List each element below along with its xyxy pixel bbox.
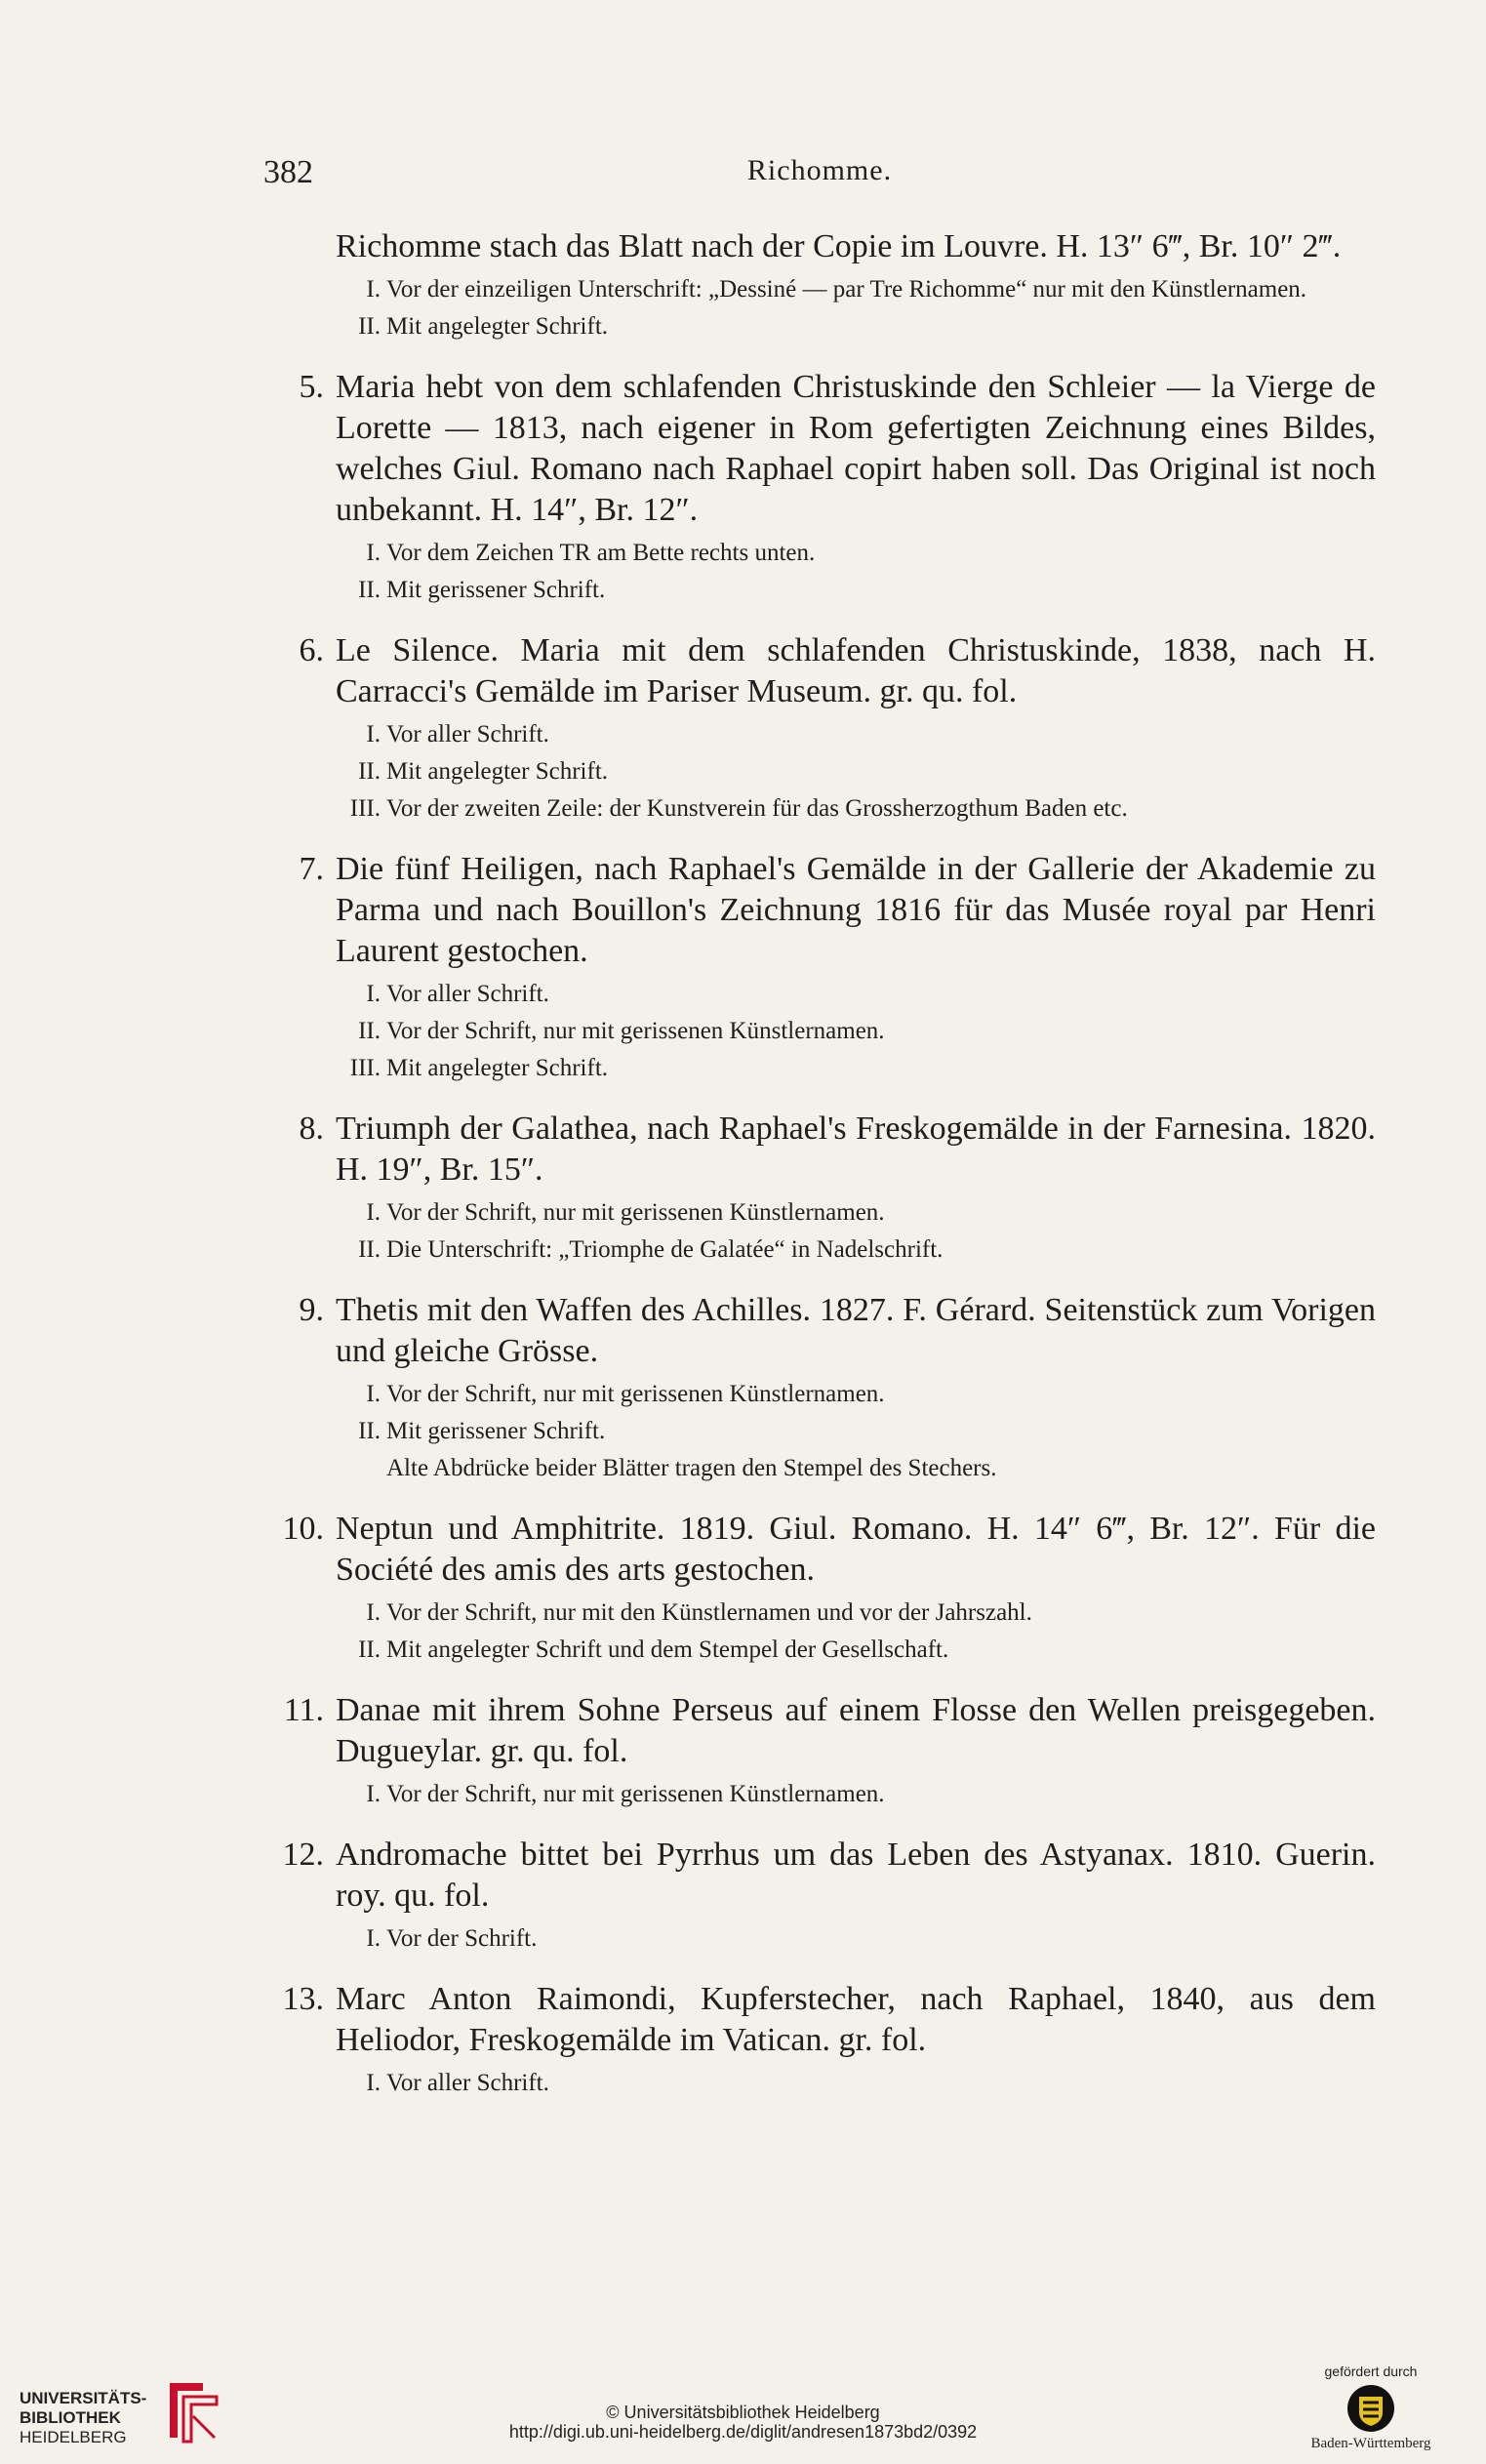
entry-number: 8.	[299, 1111, 324, 1147]
sponsor-block	[1298, 2363, 1444, 2452]
catalogue-entry	[256, 1835, 1376, 1958]
entry-note: Alte Abdrücke beider Blätter tragen den Stempel des Stechers.	[386, 1455, 997, 1481]
state-label: I.	[366, 721, 381, 747]
copyright-notice: © Universitätsbibliothek Heidelberg	[606, 2403, 880, 2422]
state-label: I.	[366, 2070, 381, 2096]
entry-text: Le Silence. Maria mit dem schlafenden Christuskinde, 1838, nach H. Carracci's Gemälde im Pariser Museum. gr. qu. fol.	[336, 632, 1376, 709]
state-line	[336, 1376, 1376, 1413]
entry-text: Die fünf Heiligen, nach Raphael's Gemälde in der Gallerie der Akademie zu Parma und nach Bouillon's Zeichnung 1816 für das Musée royal par Henri Laurent gestochen.	[336, 851, 1376, 969]
state-text: Vor der Schrift, nur mit gerissenen Künstlernamen.	[386, 1381, 885, 1407]
state-text: Vor der Schrift, nur mit gerissenen Künstlernamen.	[386, 1018, 885, 1044]
sponsor-name: Baden-Württemberg	[1310, 2436, 1431, 2451]
page-header	[263, 154, 1376, 197]
entry-states	[256, 1376, 1376, 1487]
state-line	[336, 716, 1376, 753]
state-text: Mit gerissener Schrift.	[386, 1418, 606, 1444]
state-line	[336, 1194, 1376, 1232]
state-line	[336, 1413, 1376, 1450]
state-line	[336, 1632, 1376, 1669]
library-name-line: HEIDELBERG	[20, 2428, 127, 2446]
entry-states	[256, 976, 1376, 1087]
entry-number: 5.	[299, 369, 324, 405]
state-text: Vor der Schrift, nur mit gerissenen Künstlernamen.	[386, 1781, 885, 1807]
state-line	[336, 1050, 1376, 1087]
state-line	[336, 572, 1376, 609]
state-label: III.	[349, 1055, 381, 1081]
state-text: Vor aller Schrift.	[386, 2070, 549, 2096]
footer-credits	[0, 2403, 1486, 2442]
catalogue-entry	[256, 1109, 1376, 1269]
state-label: I.	[366, 1599, 381, 1626]
state-label: I.	[366, 540, 381, 566]
state-label: II.	[358, 1636, 381, 1663]
entry-number: 11.	[283, 1692, 324, 1728]
entry-states	[256, 2065, 1376, 2102]
entry-number: 9.	[299, 1292, 324, 1328]
state-line	[336, 2065, 1376, 2102]
state-line	[336, 1776, 1376, 1813]
state-line	[336, 1595, 1376, 1632]
entry-text: Maria hebt von dem schlafenden Christuskinde den Schleier — la Vierge de Lorette — 1813, nach eigener in Rom gefertigten Zeichnung eines Bildes, welches Giul. Romano nach Raphael copirt haben soll. Das Original ist noch unbekannt. H. 14″, Br. 12″.	[336, 369, 1376, 528]
entry-number: 12.	[282, 1837, 324, 1873]
entry-states	[256, 1776, 1376, 1813]
catalogue-entry	[256, 1290, 1376, 1487]
state-line	[336, 753, 1376, 790]
entry-text: Andromache bittet bei Pyrrhus um das Leben des Astyanax. 1810. Guerin. roy. qu. fol.	[336, 1837, 1376, 1914]
catalogue-entry	[256, 1509, 1376, 1669]
state-text: Mit angelegter Schrift.	[386, 313, 609, 340]
entry-text: Triumph der Galathea, nach Raphael's Freskogemälde in der Farnesina. 1820. H. 19″, Br. 15″.	[336, 1111, 1376, 1188]
state-label: I.	[366, 1199, 381, 1226]
state-text: Vor der einzeiligen Unterschrift: „Dessiné — par Tre Richomme“ nur mit den Künstlernamen.	[386, 276, 1307, 303]
catalogue-text	[256, 226, 1376, 2102]
catalogue-entry	[256, 630, 1376, 828]
entry-number: 6.	[299, 632, 324, 668]
page-number: 382	[263, 154, 313, 190]
state-line	[336, 1232, 1376, 1269]
state-text: Mit angelegter Schrift.	[386, 758, 609, 785]
state-label: II.	[358, 313, 381, 340]
state-label: II.	[358, 1018, 381, 1044]
entry-states	[256, 1920, 1376, 1958]
state-label: I.	[366, 981, 381, 1007]
state-label: I.	[366, 276, 381, 303]
state-text: Mit angelegter Schrift.	[386, 1055, 609, 1081]
state-line	[336, 308, 1376, 345]
state-line	[336, 1013, 1376, 1050]
state-text: Vor der Schrift, nur mit den Künstlernamen und vor der Jahrszahl.	[386, 1599, 1032, 1626]
catalogue-entry	[256, 1979, 1376, 2102]
library-name-line: UNIVERSITÄTS-	[20, 2389, 147, 2407]
entry-text: Thetis mit den Waffen des Achilles. 1827. F. Gérard. Seitenstück zum Vorigen und gleiche Grösse.	[336, 1292, 1376, 1369]
state-line	[336, 1920, 1376, 1958]
state-label: I.	[366, 1925, 381, 1952]
sponsor-label: gefördert durch	[1324, 2363, 1418, 2379]
state-seal-icon	[1345, 2383, 1396, 2434]
entry-text: Danae mit ihrem Sohne Perseus auf einem Flosse den Wellen preisgegeben. Dugueylar. gr. qu. fol.	[336, 1692, 1376, 1769]
catalogue-entry	[256, 849, 1376, 1087]
entry-text: Neptun und Amphitrite. 1819. Giul. Romano. H. 14″ 6‴, Br. 12″. Für die Société des amis des arts gestochen.	[336, 1511, 1376, 1588]
state-text: Vor der Schrift, nur mit gerissenen Künstlernamen.	[386, 1199, 885, 1226]
state-text: Mit gerissener Schrift.	[386, 577, 606, 603]
state-label: II.	[358, 577, 381, 603]
entry-text: Marc Anton Raimondi, Kupferstecher, nach Raphael, 1840, aus dem Heliodor, Freskogemälde im Vatican. gr. fol.	[336, 1981, 1376, 2058]
state-label: I.	[366, 1381, 381, 1407]
source-url[interactable]: http://digi.ub.uni-heidelberg.de/diglit/andresen1873bd2/0392	[508, 2422, 978, 2442]
state-line	[336, 790, 1376, 828]
state-text: Vor der zweiten Zeile: der Kunstverein für das Grossherzogthum Baden etc.	[386, 795, 1128, 822]
state-line	[336, 976, 1376, 1013]
library-name-line: BIBLIOTHEK	[20, 2408, 121, 2427]
state-label: III.	[349, 795, 381, 822]
catalogue-entry	[256, 1690, 1376, 1813]
state-line	[336, 535, 1376, 572]
entry-number: 10.	[282, 1511, 324, 1547]
state-text: Vor dem Zeichen TR am Bette rechts unten.	[386, 540, 816, 566]
entry-states	[256, 1194, 1376, 1269]
running-head: Richomme.	[746, 154, 893, 186]
entry-states	[256, 1595, 1376, 1669]
intro-states	[256, 271, 1376, 345]
state-line	[336, 271, 1376, 308]
entry-number: 13.	[282, 1981, 324, 2017]
state-text: Vor der Schrift.	[386, 1925, 538, 1952]
state-label: I.	[366, 1781, 381, 1807]
state-label: II.	[358, 758, 381, 785]
entry-number: 7.	[299, 851, 324, 887]
state-text: Vor aller Schrift.	[386, 721, 549, 747]
intro-paragraph: Richomme stach das Blatt nach der Copie im Louvre. H. 13″ 6‴, Br. 10″ 2‴.	[336, 228, 1342, 264]
state-label: II.	[358, 1418, 381, 1444]
entry-states	[256, 535, 1376, 609]
state-text: Vor aller Schrift.	[386, 981, 549, 1007]
state-text: Mit angelegter Schrift und dem Stempel der Gesellschaft.	[386, 1636, 949, 1663]
state-text: Die Unterschrift: „Triomphe de Galatée“ in Nadelschrift.	[386, 1236, 944, 1263]
state-label: II.	[358, 1236, 381, 1263]
entry-states	[256, 716, 1376, 828]
catalogue-entry	[256, 367, 1376, 609]
